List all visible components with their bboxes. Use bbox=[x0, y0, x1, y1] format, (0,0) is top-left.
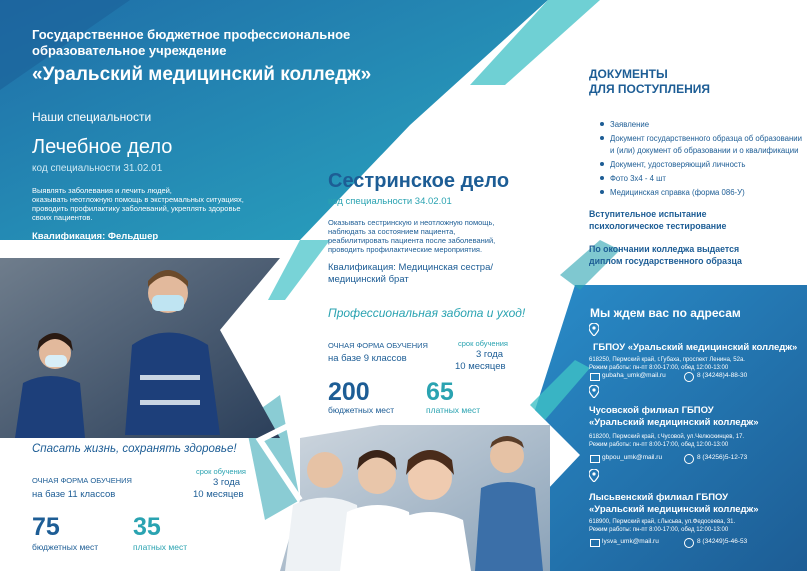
sestrinskoe-desc-4: проводить профилактические мероприятия. bbox=[328, 245, 483, 254]
phone-icon bbox=[684, 372, 694, 382]
medical-team-image bbox=[285, 430, 550, 571]
lechebnoe-paid-label: платных мест bbox=[133, 542, 188, 552]
phone-icon bbox=[684, 454, 694, 464]
entrance-exam-line-1: Вступительное испытание bbox=[589, 209, 707, 219]
sestrinskoe-base: на базе 9 классов bbox=[328, 353, 407, 364]
documents-item: Заявление bbox=[610, 119, 803, 131]
sestrinskoe-term-label: срок обучения bbox=[458, 339, 508, 348]
org-line-1: Государственное бюджетное профессиональное bbox=[32, 27, 351, 42]
lechebnoe-desc-1: Выявлять заболевания и лечить людей, bbox=[32, 186, 172, 195]
lechebnoe-qualification: Квалификация: Фельдшер bbox=[32, 231, 159, 242]
sestrinskoe-desc-2: наблюдать за состоянием пациента, bbox=[328, 227, 456, 236]
lysva-address bbox=[589, 518, 735, 534]
sestrinskoe-desc-3: реабилитировать пациента после заболеваний, bbox=[328, 236, 496, 245]
lechebnoe-description bbox=[32, 186, 244, 222]
documents-item-continuation: и (или) документ об образовании и о квалификации bbox=[610, 146, 799, 155]
chusovoy-address bbox=[589, 433, 744, 449]
chusovoy-hours: Режим работы: пн-пт 8:00-17:00, обед 12:00-13:00 bbox=[589, 442, 729, 448]
sestrinskoe-paid-label: платных мест bbox=[426, 405, 481, 415]
lysva-name-2: «Уральский медицинский колледж» bbox=[589, 504, 759, 515]
organization-type bbox=[32, 27, 350, 59]
main-campus-name: ГБПОУ «Уральский медицинский колледж» bbox=[593, 342, 798, 353]
lechebnoe-budget-number: 75 bbox=[32, 513, 60, 541]
main-phone[interactable]: 8 (34248)4-88-30 bbox=[697, 372, 748, 379]
lechebnoe-paid-number: 35 bbox=[133, 513, 161, 541]
chusovoy-phone[interactable]: 8 (34256)5-12-73 bbox=[697, 454, 748, 461]
main-hours: Режим работы: пн-пт 8:00-17:00, обед 12:00-13:00 bbox=[589, 365, 729, 371]
documents-item: Фото 3х4 - 4 шт bbox=[610, 173, 803, 185]
lysva-phone[interactable]: 8 (34249)5-46-53 bbox=[697, 538, 748, 545]
diploma-line-1: По окончании колледжа выдается bbox=[589, 244, 740, 254]
lechebnoe-term-label: срок обучения bbox=[196, 467, 246, 476]
lechebnoe-desc-3: проводить профилактику заболеваний, укреплять здоровье bbox=[32, 204, 241, 213]
email-icon bbox=[590, 539, 600, 547]
chusovoy-name-1: Чусовской филиал ГБПОУ bbox=[589, 405, 714, 416]
sestrinskoe-paid-number: 65 bbox=[426, 378, 454, 406]
sestrinskoe-form-label: ОЧНАЯ ФОРМА ОБУЧЕНИЯ bbox=[328, 341, 428, 350]
documents-item: Документ государственного образца об образовании bbox=[610, 134, 803, 143]
lysva-hours: Режим работы: пн-пт 8:00-17:00, обед 12:00-13:00 bbox=[589, 527, 729, 533]
chusovoy-branch-name bbox=[589, 405, 759, 429]
lysva-name-1: Лысьвенский филиал ГБПОУ bbox=[589, 492, 729, 503]
sestrinskoe-qual-1: Квалификация: Медицинская сестра/ bbox=[328, 262, 494, 273]
sestrinskoe-slogan: Профессиональная забота и уход! bbox=[328, 306, 526, 320]
specialties-label: Наши специальности bbox=[32, 110, 152, 124]
sestrinskoe-title: Сестринское дело bbox=[328, 170, 510, 192]
documents-title-1: ДОКУМЕНТЫ bbox=[589, 67, 668, 81]
entrance-exam-line-2: психологическое тестирование bbox=[589, 221, 727, 231]
sestrinskoe-desc-1: Оказывать сестринскую и неотложную помощь, bbox=[328, 218, 495, 227]
sestrinskoe-term-months: 10 месяцев bbox=[455, 361, 506, 372]
documents-title bbox=[589, 67, 710, 97]
lechebnoe-budget-label: бюджетных мест bbox=[32, 542, 99, 552]
location-pin-icon bbox=[589, 323, 599, 336]
sestrinskoe-qual-2: медицинский брат bbox=[328, 274, 409, 285]
sestrinskoe-description bbox=[328, 218, 495, 254]
org-line-2: образовательное учреждение bbox=[32, 43, 227, 58]
chusovoy-name-2: «Уральский медицинский колледж» bbox=[589, 417, 759, 428]
sestrinskoe-code: код специальности 34.02.01 bbox=[328, 196, 452, 207]
sestrinskoe-budget-number: 200 bbox=[328, 378, 370, 406]
lechebnoe-base: на базе 11 классов bbox=[32, 489, 116, 500]
lysva-branch-name bbox=[589, 492, 759, 516]
lechebnoe-slogan: Спасать жизнь, сохранять здоровье! bbox=[32, 443, 237, 455]
paramedic-woman-image bbox=[5, 325, 85, 438]
sestrinskoe-budget-label: бюджетных мест bbox=[328, 405, 395, 415]
email-icon bbox=[590, 373, 600, 381]
documents-item: Медицинская справка (форма 086-У) bbox=[610, 187, 803, 199]
email-icon bbox=[590, 455, 600, 463]
lechebnoe-code: код специальности 31.02.01 bbox=[32, 163, 163, 174]
lechebnoe-term-years: 3 года bbox=[213, 477, 241, 488]
diploma-line-2: диплом государственного образца bbox=[589, 256, 742, 266]
phone-icon bbox=[684, 538, 694, 548]
entrance-exam bbox=[589, 208, 726, 232]
main-addr: 618250, Пермский край, г.Губаха, проспект Ленина, 52а. bbox=[589, 357, 745, 363]
lechebnoe-form-label: ОЧНАЯ ФОРМА ОБУЧЕНИЯ bbox=[32, 476, 132, 485]
lysva-email[interactable]: lysva_umk@mail.ru bbox=[602, 538, 659, 545]
main-campus-address bbox=[589, 356, 745, 372]
lechebnoe-title: Лечебное дело bbox=[32, 136, 173, 158]
chusovoy-addr: 618200, Пермский край, г.Чусовой, ул.Челюскинцев, 17. bbox=[589, 434, 745, 440]
main-email[interactable]: gubaha_umk@mail.ru bbox=[602, 372, 666, 379]
documents-list bbox=[598, 119, 803, 201]
sestrinskoe-qualification bbox=[328, 262, 493, 286]
college-name: «Уральский медицинский колледж» bbox=[32, 64, 372, 85]
chusovoy-email[interactable]: gbpou_umk@mail.ru bbox=[602, 454, 663, 461]
sestrinskoe-term-years: 3 года bbox=[476, 349, 504, 360]
lysva-addr: 618900, Пермский край, г.Лысьва, ул.Федосеева, 31. bbox=[589, 519, 736, 525]
lechebnoe-desc-2: оказывать неотложную помощь в экстремальных ситуациях, bbox=[32, 195, 244, 204]
diploma-note bbox=[589, 243, 742, 267]
documents-title-2: ДЛЯ ПОСТУПЛЕНИЯ bbox=[589, 82, 711, 96]
paramedic-man-image bbox=[120, 265, 240, 435]
lechebnoe-desc-4: своих пациентов. bbox=[32, 213, 93, 222]
lechebnoe-term-months: 10 месяцев bbox=[193, 489, 244, 500]
addresses-title: Мы ждем вас по адресам bbox=[590, 306, 741, 320]
documents-item: Документ, удостоверяющий личность bbox=[610, 159, 803, 171]
location-pin-icon bbox=[589, 385, 599, 398]
location-pin-icon bbox=[589, 469, 599, 482]
